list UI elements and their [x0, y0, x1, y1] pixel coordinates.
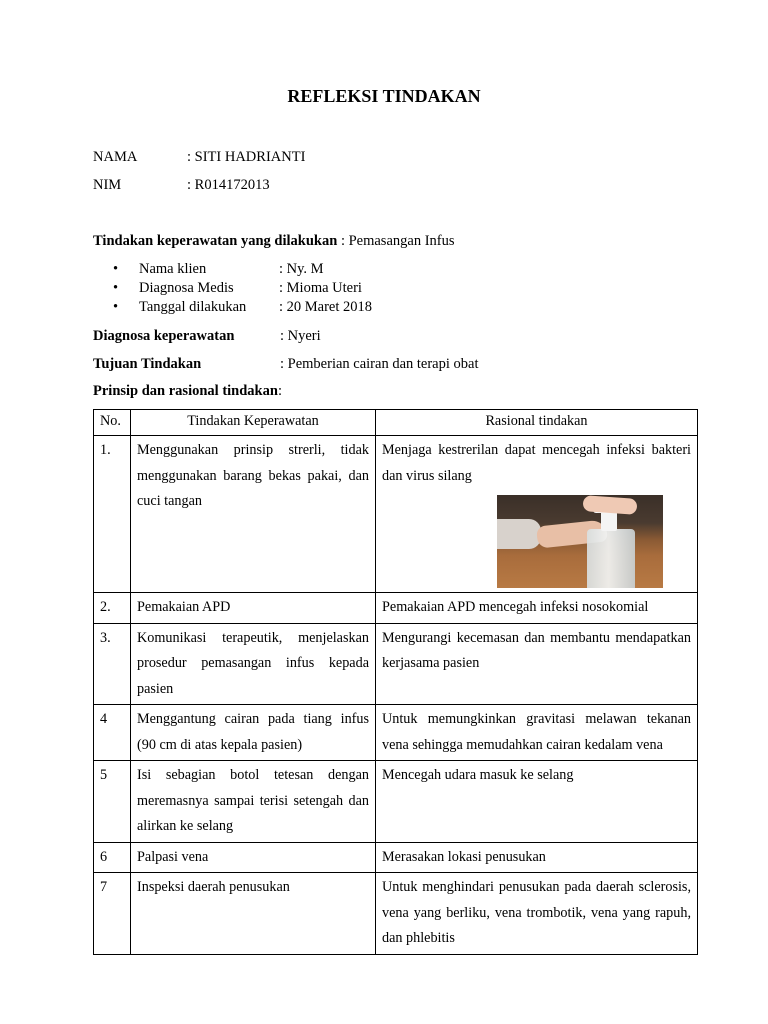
cell-tindakan: Isi sebagian botol tetesan dengan meremasnya sampai terisi setengah dan alirkan ke selang [131, 761, 376, 843]
cell-rasional: Untuk menghindari penusukan pada daerah sclerosis, vena yang berliku, vena trombotik, vena yang rapuh, dan phlebitis [376, 873, 698, 955]
cell-no: 6 [94, 842, 131, 873]
table-row [94, 436, 698, 593]
tindakan-value: : Pemasangan Infus [337, 233, 455, 249]
table-header-row [94, 410, 698, 436]
bullet-label: Nama klien [139, 261, 207, 277]
nama-row [93, 149, 305, 166]
header-rasional: Rasional tindakan [376, 410, 698, 436]
nama-value: : SITI HADRIANTI [187, 149, 306, 165]
nim-label: NIM [93, 177, 122, 193]
cell-tindakan: Komunikasi terapeutik, menjelaskan prosedur pemasangan infus kepada pasien [131, 623, 376, 705]
bullet-value: : Ny. M [279, 261, 324, 277]
rasional-text: Menjaga kestrerilan dapat mencegah infeksi bakteri dan virus silang [382, 442, 691, 484]
cell-rasional: Pemakaian APD mencegah infeksi nosokomial [376, 593, 698, 624]
table-row [94, 761, 698, 843]
tujuan-value: : Pemberian cairan dan terapi obat [280, 356, 479, 372]
bullet-dot-icon: • [113, 261, 119, 277]
diagnosa-value: : Nyeri [280, 328, 321, 344]
cell-tindakan: Menggantung cairan pada tiang infus (90 cm di atas kepala pasien) [131, 705, 376, 761]
nama-label: NAMA [93, 149, 138, 165]
cell-tindakan: Pemakaian APD [131, 593, 376, 624]
cell-rasional [376, 436, 698, 593]
table-row [94, 705, 698, 761]
header-no: No. [94, 410, 131, 436]
bullet-item [113, 261, 324, 278]
bullet-dot-icon: • [113, 280, 119, 296]
bullet-dot-icon: • [113, 299, 119, 315]
prinsip-suffix: : [277, 383, 282, 399]
cell-rasional: Mengurangi kecemasan dan membantu mendapatkan kerjasama pasien [376, 623, 698, 705]
handwash-photo [497, 495, 663, 588]
cell-no: 7 [94, 873, 131, 955]
cell-rasional: Untuk memungkinkan gravitasi melawan tekanan vena sehingga memudahkan cairan kedalam vena [376, 705, 698, 761]
cell-no: 3. [94, 623, 131, 705]
bullet-label: Diagnosa Medis [139, 280, 234, 296]
bullet-value: : Mioma Uteri [279, 280, 362, 296]
prinsip-line [93, 383, 282, 400]
page-title: REFLEKSI TINDAKAN [287, 86, 481, 106]
cell-tindakan: Palpasi vena [131, 842, 376, 873]
tindakan-label: Tindakan keperawatan yang dilakukan [93, 233, 338, 249]
cell-no: 2. [94, 593, 131, 624]
table-row [94, 593, 698, 624]
bullet-item [113, 299, 372, 316]
prinsip-label: Prinsip dan rasional tindakan [93, 383, 278, 399]
table-row [94, 842, 698, 873]
tindakan-table [93, 409, 698, 955]
header-tindakan: Tindakan Keperawatan [131, 410, 376, 436]
table-row [94, 623, 698, 705]
cell-rasional: Mencegah udara masuk ke selang [376, 761, 698, 843]
cell-no: 5 [94, 761, 131, 843]
tujuan-line [93, 356, 478, 373]
bullet-value: : 20 Maret 2018 [279, 299, 373, 315]
bullet-label: Tanggal dilakukan [139, 299, 247, 315]
nim-row [93, 177, 270, 194]
table-row [94, 873, 698, 955]
cell-tindakan: Menggunakan prinsip strerli, tidak menggunakan barang bekas pakai, dan cuci tangan [131, 436, 376, 593]
diagnosa-line [93, 328, 321, 345]
cell-tindakan: Inspeksi daerah penusukan [131, 873, 376, 955]
nim-value: : R014172013 [187, 177, 270, 193]
cell-rasional: Merasakan lokasi penusukan [376, 842, 698, 873]
tujuan-label: Tujuan Tindakan [93, 356, 202, 372]
diagnosa-label: Diagnosa keperawatan [93, 328, 235, 344]
cell-no: 1. [94, 436, 131, 593]
cell-no: 4 [94, 705, 131, 761]
bullet-item [113, 280, 362, 297]
tindakan-line [93, 233, 455, 250]
